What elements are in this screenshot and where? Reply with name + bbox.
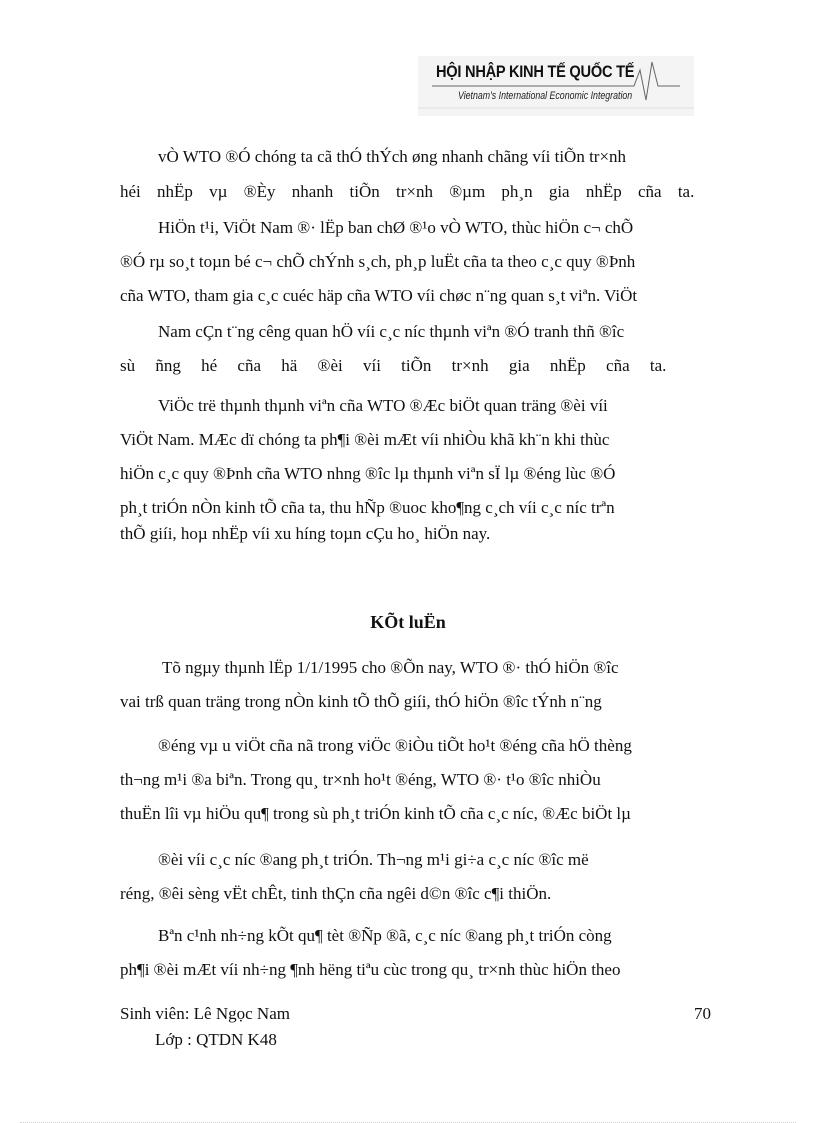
text-line: Tõ ngµy thµnh lËp 1/1/1995 cho ®Õn nay, WTO ®· thÓ hiÖn ®îc xyxy=(162,658,619,677)
text-line: réng, ®êi sèng vËt chÊt, tinh thÇn cña ngêi d©n ®îc c¶i thiÖn. xyxy=(120,884,552,903)
text-line: HiÖn t¹i, ViÖt Nam ®· lËp ban chØ ®¹o vÒ WTO, thùc hiÖn c¬ chÕ xyxy=(158,218,634,237)
text-line: vai trß quan träng trong nÒn kinh tÕ thÕ giíi, thÓ hiÖn ®îc tÝnh n¨ng xyxy=(120,692,602,711)
page-number: 70 xyxy=(694,1004,711,1023)
text-line: hiÖn c¸c quy ®Þnh cña WTO nhng ®îc lµ thµnh viªn sÏ lµ ®éng lùc ®Ó xyxy=(120,464,616,483)
banner-subtitle: Vietnam's International Economic Integration xyxy=(458,90,633,102)
text-line: Bªn c¹nh nh÷ng kÕt qu¶ tèt ®Ñp ®ã, c¸c níc ®ang ph¸t triÓn còng xyxy=(158,926,612,945)
text-line: ®Ó rµ so¸t toµn bé c¬ chÕ chÝnh s¸ch, ph¸p luËt cña ta theo c¸c quy ®Þnh xyxy=(120,252,636,271)
banner-title: HỘI NHẬP KINH TẾ QUỐC TẾ xyxy=(436,62,635,81)
text-line: th¬ng m¹i ®a biªn. Trong qu¸ tr×nh ho¹t ®éng, WTO ®· t¹o ®îc nhiÒu xyxy=(120,770,601,789)
text-line: Nam cÇn t¨ng cêng quan hÖ víi c¸c níc thµnh viªn ®Ó tranh thñ ®îc xyxy=(158,322,625,341)
section-heading: KÕt luËn xyxy=(370,612,446,632)
text-line: vÒ WTO ®Ó chóng ta cã thÓ thÝch øng nhanh chãng víi tiÕn tr×nh xyxy=(158,147,627,166)
footer-class: Lớp : QTDN K48 xyxy=(155,1030,277,1049)
text-line: thuËn lîi vµ hiÖu qu¶ trong sù ph¸t triÓn kinh tÕ cña c¸c níc, ®Æc biÖt lµ xyxy=(120,804,631,823)
text-line: héi nhËp vµ ®Èy nhanh tiÕn tr×nh ®µm ph¸n gia nhËp cña ta. xyxy=(120,182,695,201)
text-line: sù ñng hé cña hä ®èi víi tiÕn tr×nh gia nhËp cña ta. xyxy=(120,356,667,375)
text-line: ®éng vµ u viÖt cña nã trong viÖc ®iÒu tiÕt ho¹t ®éng cña hÖ thèng xyxy=(158,736,632,755)
footer-student: Sinh viên: Lê Ngọc Nam xyxy=(120,1004,290,1023)
text-line: ViÖt Nam. MÆc dï chóng ta ph¶i ®èi mÆt víi nhiÒu khã kh¨n khi thùc xyxy=(120,430,610,449)
text-line: ph¸t triÓn nÒn kinh tÕ cña ta, thu hÑp ®uoc kho¶ng c¸ch víi c¸c níc trªn xyxy=(120,498,615,517)
text-line: ViÖc trë thµnh thµnh viªn cña WTO ®Æc biÖt quan träng ®èi víi xyxy=(158,396,608,415)
text-line: ph¶i ®èi mÆt víi nh÷ng ¶nh hëng tiªu cùc trong qu¸ tr×nh thùc hiÖn theo xyxy=(120,960,621,979)
header-banner xyxy=(418,56,694,116)
text-line: cña WTO, tham gia c¸c cuéc häp cña WTO víi chøc n¨ng quan s¸t viªn. ViÖt xyxy=(120,286,638,305)
text-line: ®èi víi c¸c níc ®ang ph¸t triÓn. Th¬ng m¹i gi÷a c¸c níc ®îc më xyxy=(158,850,589,869)
text-line: thÕ giíi, hoµ nhËp víi xu híng toµn cÇu ho¸ hiÖn nay. xyxy=(120,524,491,543)
